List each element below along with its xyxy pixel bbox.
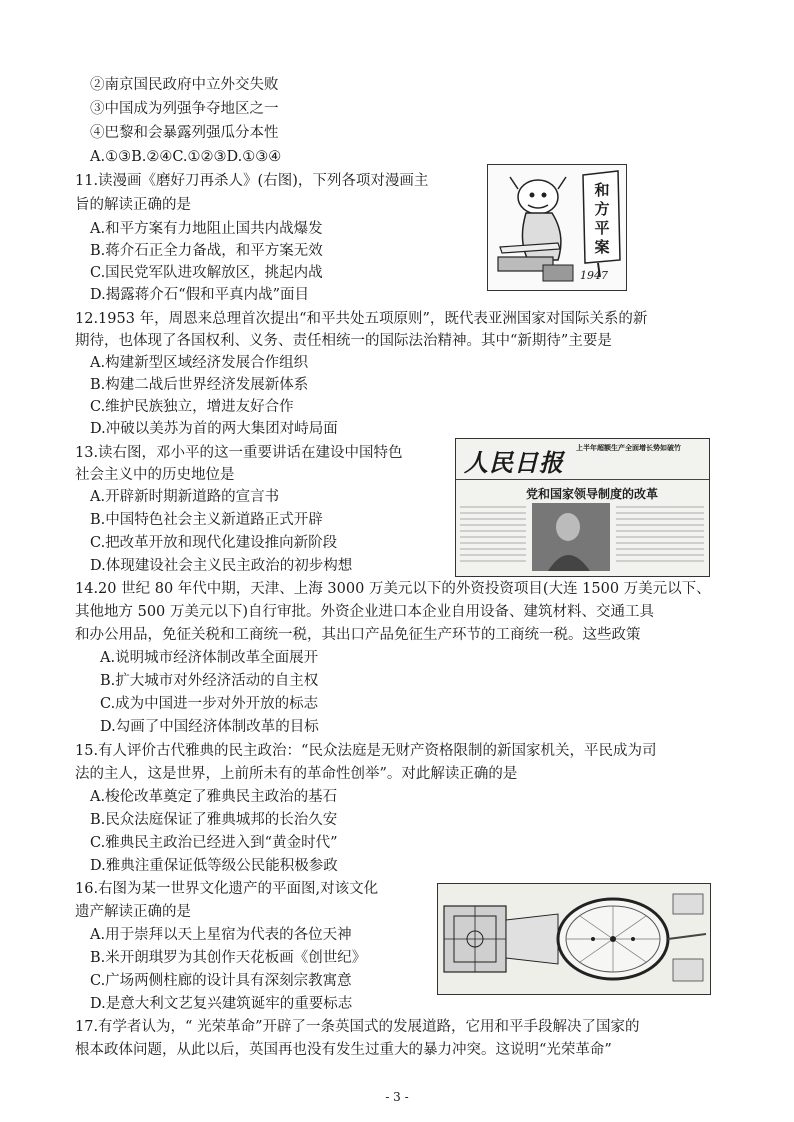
q11-stem-line1: 11.读漫画《磨好刀再杀人》(右图)，下列各项对漫画主: [75, 173, 429, 189]
floor-plan-drawing: [438, 884, 710, 994]
page-number: - 3 -: [385, 1090, 409, 1104]
q13-option-a: A.开辟新时期新道路的宣言书: [90, 489, 280, 505]
q14-stem-line3: 和办公用品，免征关税和工商统一税，其出口产品免征生产环节的工商统一税。这些政策: [75, 627, 641, 643]
q15-stem-line2: 法的主人，这是世界，上前所未有的革命性创举”。对此解读正确的是: [75, 766, 518, 782]
q17-stem-line2: 根本政体问题，从此以后，英国再也没有发生过重大的暴力冲突。这说明“光荣革命”: [75, 1042, 612, 1058]
q14-option-c: C.成为中国进一步对外开放的标志: [100, 696, 319, 712]
q14-stem-line1: 14.20 世纪 80 年代中期，天津、上海 3000 万美元以下的外资投资项目(大连 1500 万美元以下、: [75, 581, 711, 597]
newspaper-side-headline: 上半年超额生产全面增长势如破竹: [576, 443, 681, 452]
q12-option-b: B.构建二战后世界经济发展新体系: [90, 377, 309, 393]
q11-option-a: A.和平方案有力地阻止国共内战爆发: [90, 221, 323, 237]
q11-option-d: D.揭露蒋介石“假和平真内战”面目: [90, 287, 310, 303]
q14-option-d: D.勾画了中国经济体制改革的目标: [100, 719, 319, 735]
q12-option-a: A.构建新型区域经济发展合作组织: [90, 355, 309, 371]
q13-option-c: C.把改革开放和现代化建设推向新阶段: [90, 535, 338, 551]
q15-option-b: B.民众法庭保证了雅典城邦的长治久安: [90, 812, 338, 828]
q13-stem-line1: 13.读右图，邓小平的这一重要讲话在建设中国特色: [75, 445, 403, 461]
q11-stem-line2: 旨的解读正确的是: [75, 197, 191, 213]
q16-option-b: B.米开朗琪罗为其创作天花板画《创世纪》: [90, 950, 367, 966]
q12-stem-line2: 期待，也体现了各国权利、义务、责任相统一的国际法治精神。其中“新期待”主要是: [75, 333, 612, 349]
q14-option-b: B.扩大城市对外经济活动的自主权: [100, 673, 319, 689]
q14-option-a: A.说明城市经济体制改革全面展开: [100, 650, 319, 666]
q10-item-3: ③中国成为列强争夺地区之一: [90, 101, 279, 117]
q15-option-a: A.梭伦改革奠定了雅典民主政治的基石: [90, 789, 338, 805]
q16-option-d: D.是意大利文艺复兴建筑诞牢的重要标志: [90, 996, 353, 1012]
q16-floor-plan: [437, 883, 711, 995]
q15-stem-line1: 15.有人评价古代雅典的民主政治：“民众法庭是无财产资格限制的新国家机关，平民成为司: [75, 743, 657, 759]
q13-option-d: D.体现建设社会主义民主政治的初步构想: [90, 558, 353, 574]
newspaper-texture: [456, 439, 709, 576]
q16-option-c: C.广场两侧柱廊的设计具有深刻宗教寓意: [90, 973, 352, 989]
q10-item-4: ④巴黎和会暴露列强瓜分本性: [90, 125, 279, 141]
q17-stem-line1: 17.有学者认为，“ 光荣革命”开辟了一条英国式的发展道路，它用和平手段解决了国家的: [75, 1019, 640, 1035]
q11-option-b: B.蒋介石正全力备战，和平方案无效: [90, 243, 323, 259]
q12-option-c: C.维护民族独立，增进友好合作: [90, 399, 294, 415]
q16-stem-line1: 16.右图为某一世界文化遗产的平面图,对该文化: [75, 881, 379, 897]
q10-options: A.①③B.②④C.①②③D.①③④: [90, 149, 282, 165]
q11-cartoon: [487, 164, 627, 291]
q11-option-c: C.国民党军队进攻解放区，挑起内战: [90, 265, 323, 281]
q14-stem-line2: 其他地方 500 万美元以下)自行审批。外资企业进口本企业自用设备、建筑材料、交通工具: [75, 604, 655, 620]
q12-stem-line1: 12.1953 年，周恩来总理首次提出“和平共处五项原则”，既代表亚洲国家对国际关系的新: [75, 311, 648, 327]
q12-option-d: D.冲破以美苏为首的两大集团对峙局面: [90, 421, 338, 437]
cartoon-year: 1947: [580, 269, 608, 282]
q15-option-c: C.雅典民主政治已经进入到“黄金时代”: [90, 835, 338, 851]
q16-option-a: A.用于崇拜以天上星宿为代表的各位天神: [90, 927, 352, 943]
q15-option-d: D.雅典注重保证低等级公民能积极参政: [90, 858, 338, 874]
newspaper-masthead: 人民日报: [464, 448, 564, 477]
q13-newspaper: [455, 438, 710, 577]
q10-item-2: ②南京国民政府中立外交失败: [90, 77, 279, 93]
cartoon-sign-text: 和方平案: [594, 181, 610, 256]
q16-stem-line2: 遗产解读正确的是: [75, 904, 191, 920]
newspaper-headline: 党和国家领导制度的改革: [526, 487, 659, 501]
q13-option-b: B.中国特色社会主义新道路正式开辟: [90, 512, 323, 528]
q13-stem-line2: 社会主义中的历史地位是: [75, 467, 235, 483]
